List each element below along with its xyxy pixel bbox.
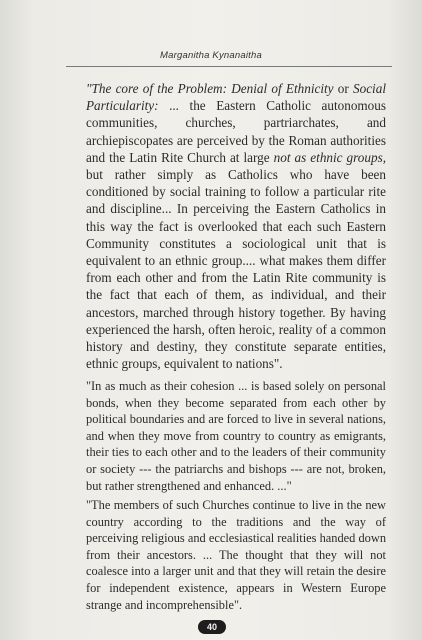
quote-paragraph-1 (86, 80, 386, 372)
quote-3-text: "The members of such Churches continue to live in the new country according to the traditions and the way of perceiving religious and ecclesiastical realities handed down from their ancestors. ... The thought that they will not coalesce into a larger unit and that they will retain the desire for independent existence, appears in Western Europe strange and incomprehensible". (86, 498, 387, 612)
quote-1-emphasis: not as ethnic groups, (273, 149, 386, 165)
running-head: Marganitha Kynanaitha (160, 50, 262, 61)
quote-1-title-part-a: "The core of the Problem: Denial of (86, 81, 286, 96)
quote-1-text (86, 80, 386, 372)
page-number: 40 (198, 620, 226, 634)
quote-2-text: "In as much as their cohesion ... is based solely on personal bonds, when they become separated from each other by political boundaries and are forced to live in several nations, and when they move from country to country as emigrants, their ties to each other and to the leaders of their community or society --- the patriarchs and bishops --- are not, broken, but rather strengthened and enhanced. ..." (86, 379, 386, 493)
quote-paragraph-2 (86, 378, 386, 494)
quote-1-title-social-particularity: Social Particularity: (86, 81, 386, 114)
quote-1-body-b: but rather simply as Catholics who have been conditioned by social training to follow a particular rite and discipline... In perceiving the Eastern Catholics in this way the fact is overlooked that each such Eastern Community constitutes a sociological unit that is equivalent to an ethnic group.... what makes them differ from each other and from the Latin Rite community is the fact that each of them, as individual, and their ancestors, marched through history together. By having experienced the harsh, often heroic, reality of a common history and destiny, they constitute separate entities, ethnic groups, equivalent to nations". (86, 167, 386, 372)
quote-paragraph-3 (86, 497, 386, 613)
header-rule (66, 66, 392, 67)
quote-1-title-or: or (333, 81, 354, 96)
quote-1-title-ethnicity: Ethnicity (285, 81, 334, 96)
quote-1-body-a: ... the Eastern Catholic autonomous communities, churches, partriarchates, and archiepiscopates are perceived by the Roman authorities and the Latin Rite Church at large (86, 98, 386, 165)
